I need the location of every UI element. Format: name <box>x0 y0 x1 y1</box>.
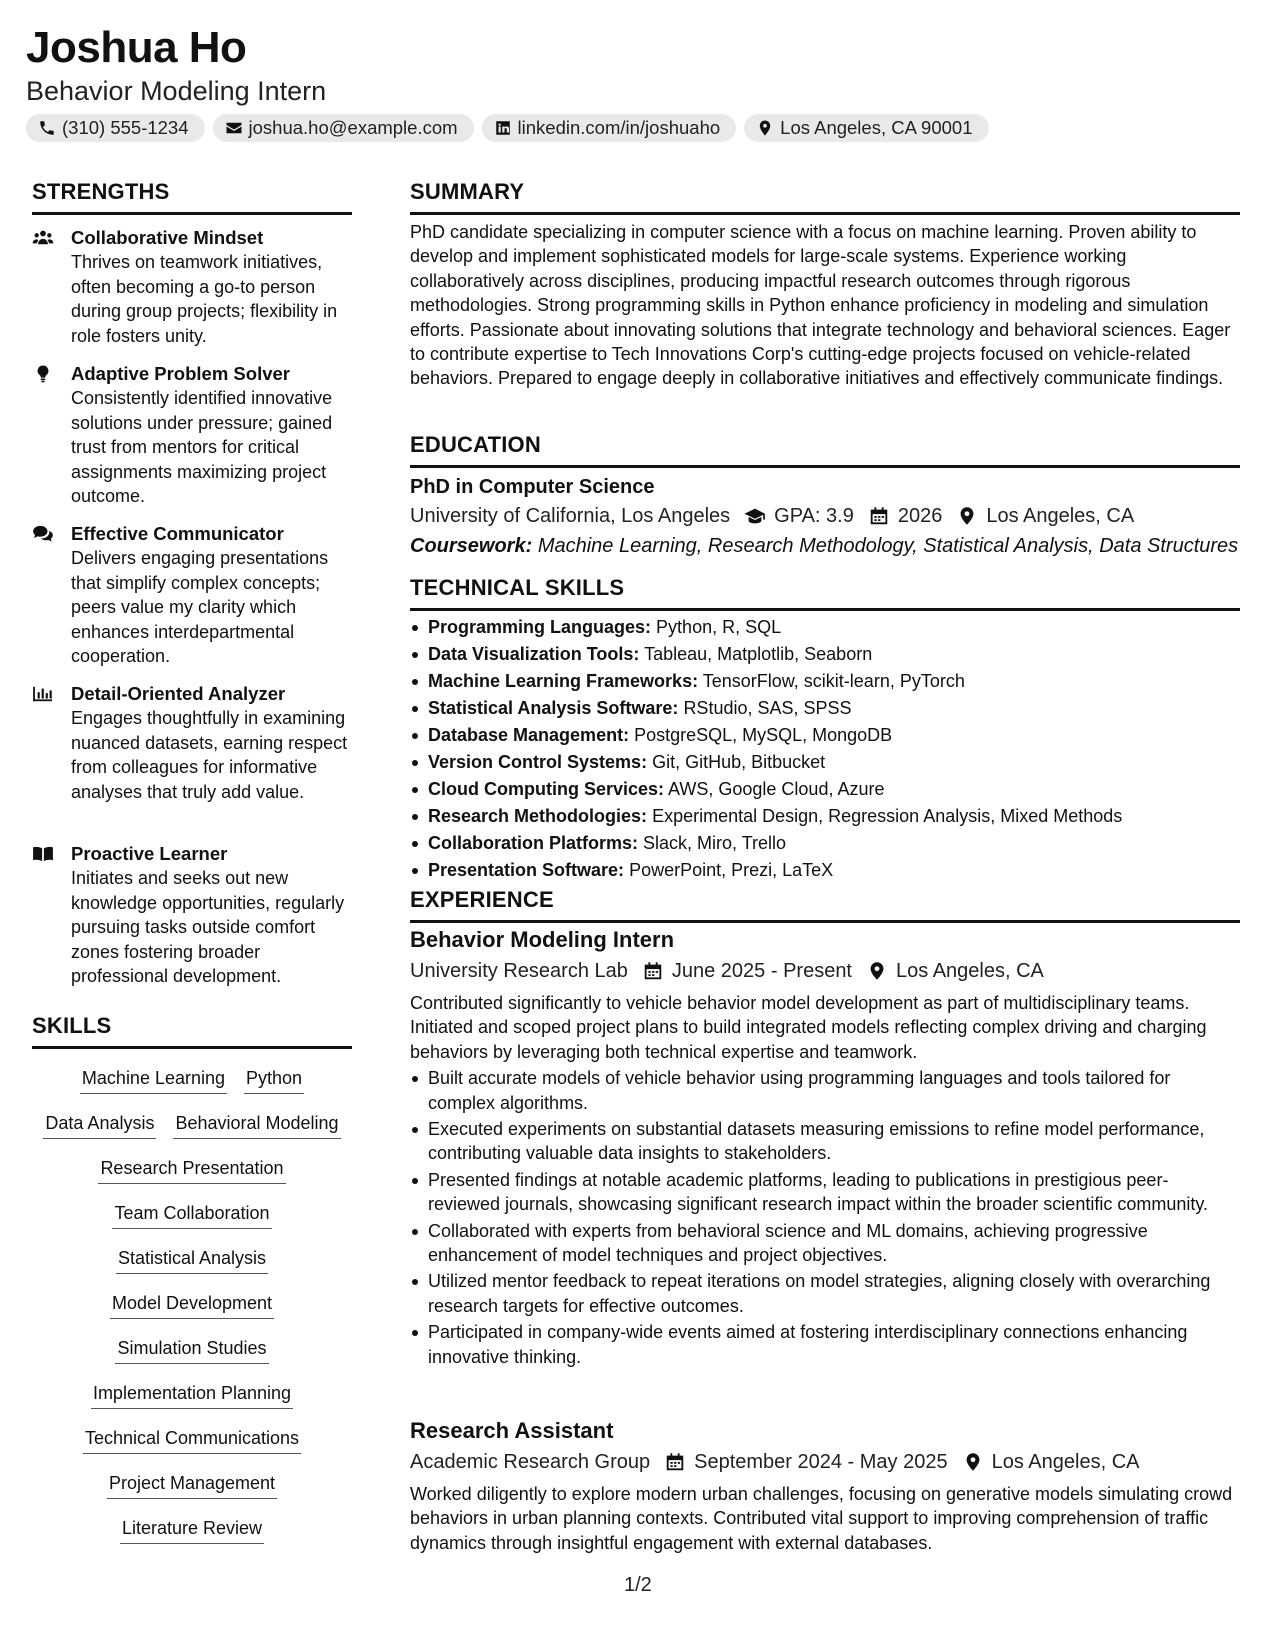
strength-item <box>32 226 352 348</box>
strength-item <box>32 362 352 509</box>
graduation-year: 2026 <box>897 505 943 527</box>
skill-tag: Model Development <box>110 1291 274 1319</box>
job-dates: June 2025 - Present <box>671 960 852 982</box>
skill-row <box>32 1291 352 1336</box>
strength-desc: Delivers engaging presentations that simplify complex concepts; peers value my clarity which enhances interdepartmental cooperation. <box>71 548 329 666</box>
strength-title: Collaborative Mindset <box>71 227 264 248</box>
location-pin-icon <box>956 506 978 526</box>
tech-skill-label: Database Management: <box>428 725 630 745</box>
location-pin-icon <box>866 961 888 981</box>
tech-skill-item <box>410 857 1240 884</box>
job-bullet: Built accurate models of vehicle behavior using programming languages and tools tailored for complex algorithms. <box>410 1066 1240 1115</box>
job-bullet: Utilized mentor feedback to repeat iterations on model strategies, aligning closely with overarching research targets for effective outcomes. <box>410 1269 1240 1318</box>
tech-skill-value: PostgreSQL, MySQL, MongoDB <box>634 725 893 745</box>
strength-item <box>32 682 352 804</box>
coursework-list: Machine Learning, Research Methodology, Statistical Analysis, Data Structures <box>537 535 1239 557</box>
job-title: Research Assistant <box>410 1418 614 1443</box>
contact-linkedin-text: linkedin.com/in/joshuaho <box>517 117 721 138</box>
tech-skill-item <box>410 803 1240 830</box>
tech-skill-value: Python, R, SQL <box>656 617 782 637</box>
education-entry <box>410 474 1240 560</box>
users-icon <box>32 229 56 249</box>
calendar-icon <box>642 961 664 981</box>
location-pin-icon <box>756 119 774 137</box>
graduation-cap-icon <box>744 506 766 526</box>
job-entry <box>410 1417 1240 1555</box>
tech-skill-value: TensorFlow, scikit-learn, PyTorch <box>702 671 965 691</box>
phone-icon <box>38 119 56 137</box>
book-icon <box>32 845 56 865</box>
summary-text: PhD candidate specializing in computer science with a focus on machine learning. Proven ability to develop and implement sophisticated models for large-scale systems. Experience working collaboratively across disciplines, producing impactful research outcomes through rigorous methodologies. Strong programming skills in Python enhance proficiency in modeling and simulation efforts. Passionate about innovating solutions that integrate technology and behavioral sciences. Eager to contribute expertise to Tech Innovations Corp's cutting-edge projects focused on vehicle-related behaviors. Prepared to engage deeply in collaborative initiatives and effectively communicate findings. <box>410 222 1231 389</box>
tech-skill-label: Collaboration Platforms: <box>428 833 639 853</box>
experience-heading: EXPERIENCE <box>410 886 1240 923</box>
contact-email[interactable] <box>213 114 474 142</box>
job-bullet: Presented findings at notable academic platforms, leading to publications in prestigious peer-reviewed journals, showcasing significant research impact within the broader scientific community. <box>410 1168 1240 1217</box>
linkedin-icon <box>494 119 512 137</box>
job-title: Behavior Modeling Intern <box>410 927 675 952</box>
skill-tag: Implementation Planning <box>91 1381 293 1409</box>
chat-bubbles-icon <box>32 525 56 545</box>
tech-skill-label: Programming Languages: <box>428 617 652 637</box>
strength-title: Proactive Learner <box>71 843 228 864</box>
tech-skill-value: Experimental Design, Regression Analysis, Mixed Methods <box>652 806 1123 826</box>
tech-skill-value: Git, GitHub, Bitbucket <box>652 752 826 772</box>
job-bullets <box>410 1066 1240 1369</box>
gpa: GPA: 3.9 <box>774 505 854 527</box>
school-name: University of California, Los Angeles <box>410 505 731 527</box>
tech-skill-value: RStudio, SAS, SPSS <box>683 698 852 718</box>
tech-skill-item <box>410 776 1240 803</box>
skill-tag: Literature Review <box>120 1516 264 1544</box>
job-bullet: Executed experiments on substantial datasets measuring emissions to refine model performance, contributing valuable data insights to stakeholders. <box>410 1117 1240 1166</box>
tech-skill-item <box>410 641 1240 668</box>
tech-skill-value: Slack, Miro, Trello <box>643 833 787 853</box>
tech-skill-label: Version Control Systems: <box>428 752 648 772</box>
skill-tag: Data Analysis <box>43 1111 156 1139</box>
skill-tag: Team Collaboration <box>112 1201 271 1229</box>
education-heading: EDUCATION <box>410 431 1240 468</box>
skill-tag: Machine Learning <box>80 1066 227 1094</box>
contact-location <box>744 114 988 142</box>
envelope-icon <box>225 119 243 137</box>
job-summary: Worked diligently to explore modern urban challenges, focusing on generative models simulating crowd behaviors in urban planning contexts. Contributed vital support to improving comprehension of traffic dynamics through insightful engagement with external databases. <box>410 1484 1233 1553</box>
tech-skill-value: PowerPoint, Prezi, LaTeX <box>629 860 834 880</box>
skill-row <box>32 1246 352 1291</box>
calendar-icon <box>664 1452 686 1472</box>
tech-skill-label: Statistical Analysis Software: <box>428 698 679 718</box>
tech-skill-value: Tableau, Matplotlib, Seaborn <box>644 644 873 664</box>
tech-skill-label: Machine Learning Frameworks: <box>428 671 699 691</box>
tech-skill-item <box>410 614 1240 641</box>
coursework-label: Coursework: <box>410 535 533 557</box>
strength-title: Effective Communicator <box>71 523 284 544</box>
skill-row <box>32 1516 352 1561</box>
education-meta <box>410 502 1240 530</box>
job-dates: September 2024 - May 2025 <box>694 1451 948 1473</box>
tech-skill-item <box>410 695 1240 722</box>
candidate-role: Behavior Modeling Intern <box>26 76 327 106</box>
strength-title: Adaptive Problem Solver <box>71 363 290 384</box>
contact-email-text: joshua.ho@example.com <box>248 117 458 138</box>
contact-location-text: Los Angeles, CA 90001 <box>780 117 973 138</box>
tech-skill-label: Presentation Software: <box>428 860 625 880</box>
job-summary: Contributed significantly to vehicle behavior model development as part of multidisciplinary teams. Initiated and scoped project plans to build integrated models reflecting complex driving and charging behaviors by leveraging both technical expertise and teamwork. <box>410 993 1207 1062</box>
technical-skills-heading: TECHNICAL SKILLS <box>410 574 1240 611</box>
skill-tag: Statistical Analysis <box>116 1246 268 1274</box>
skill-row <box>32 1336 352 1381</box>
contact-linkedin[interactable] <box>482 114 737 142</box>
job-org: Academic Research Group <box>410 1451 651 1473</box>
job-meta <box>410 1448 1240 1476</box>
summary-heading: SUMMARY <box>410 178 1240 215</box>
tech-skill-label: Research Methodologies: <box>428 806 648 826</box>
skill-tag: Research Presentation <box>98 1156 285 1184</box>
job-org: University Research Lab <box>410 960 628 982</box>
skill-row <box>32 1111 352 1156</box>
tech-skill-label: Cloud Computing Services: <box>428 779 665 799</box>
tech-skill-item <box>410 668 1240 695</box>
skill-tag: Python <box>244 1066 304 1094</box>
skill-row <box>32 1426 352 1471</box>
skill-row <box>32 1156 352 1201</box>
calendar-icon <box>868 506 890 526</box>
strength-desc: Engages thoughtfully in examining nuanced datasets, earning respect from colleagues for informative analyses that truly add value. <box>71 708 348 802</box>
lightbulb-icon <box>32 365 56 385</box>
page-number: 1/2 <box>624 1574 652 1596</box>
candidate-name: Joshua Ho <box>26 23 247 72</box>
contact-phone-text: (310) 555-1234 <box>62 117 189 138</box>
skills-heading: SKILLS <box>32 1012 352 1049</box>
bar-chart-icon <box>32 685 56 705</box>
job-location: Los Angeles, CA <box>991 1451 1140 1473</box>
skill-tag: Technical Communications <box>83 1426 301 1454</box>
skill-row <box>32 1066 352 1111</box>
skill-tag: Project Management <box>107 1471 277 1499</box>
job-bullet: Participated in company-wide events aimed at fostering interdisciplinary connections enhancing innovative thinking. <box>410 1320 1240 1369</box>
tech-skill-value: AWS, Google Cloud, Azure <box>668 779 885 799</box>
tech-skill-item <box>410 749 1240 776</box>
strength-desc: Consistently identified innovative solutions under pressure; gained trust from mentors for critical assignments maximizing project outcome. <box>71 388 333 506</box>
tech-skill-item <box>410 830 1240 857</box>
coursework <box>410 532 1240 560</box>
strength-desc: Thrives on teamwork initiatives, often becoming a go-to person during group projects; flexibility in role fosters unity. <box>71 252 338 346</box>
skills-list <box>32 1066 352 1561</box>
education-location: Los Angeles, CA <box>986 505 1135 527</box>
strength-title: Detail-Oriented Analyzer <box>71 683 286 704</box>
strengths-heading: STRENGTHS <box>32 178 352 215</box>
strength-item <box>32 842 352 989</box>
degree-title: PhD in Computer Science <box>410 476 655 498</box>
job-location: Los Angeles, CA <box>896 960 1044 982</box>
skill-tag: Behavioral Modeling <box>173 1111 340 1139</box>
skill-tag: Simulation Studies <box>115 1336 268 1364</box>
skill-row <box>32 1381 352 1426</box>
tech-skill-item <box>410 722 1240 749</box>
strength-item <box>32 522 352 669</box>
location-pin-icon <box>962 1452 984 1472</box>
contact-bar <box>26 114 989 142</box>
skill-row <box>32 1201 352 1246</box>
technical-skills-list <box>410 614 1240 884</box>
job-entry <box>410 926 1240 1371</box>
job-meta <box>410 957 1240 985</box>
job-bullet: Collaborated with experts from behavioral science and ML domains, achieving progressive enhancement of model techniques and project objectives. <box>410 1219 1240 1268</box>
contact-phone[interactable] <box>26 114 205 142</box>
skill-row <box>32 1471 352 1516</box>
strength-desc: Initiates and seeks out new knowledge opportunities, regularly pursuing tasks outside comfort zones fostering broader professional development. <box>71 868 345 986</box>
tech-skill-label: Data Visualization Tools: <box>428 644 640 664</box>
